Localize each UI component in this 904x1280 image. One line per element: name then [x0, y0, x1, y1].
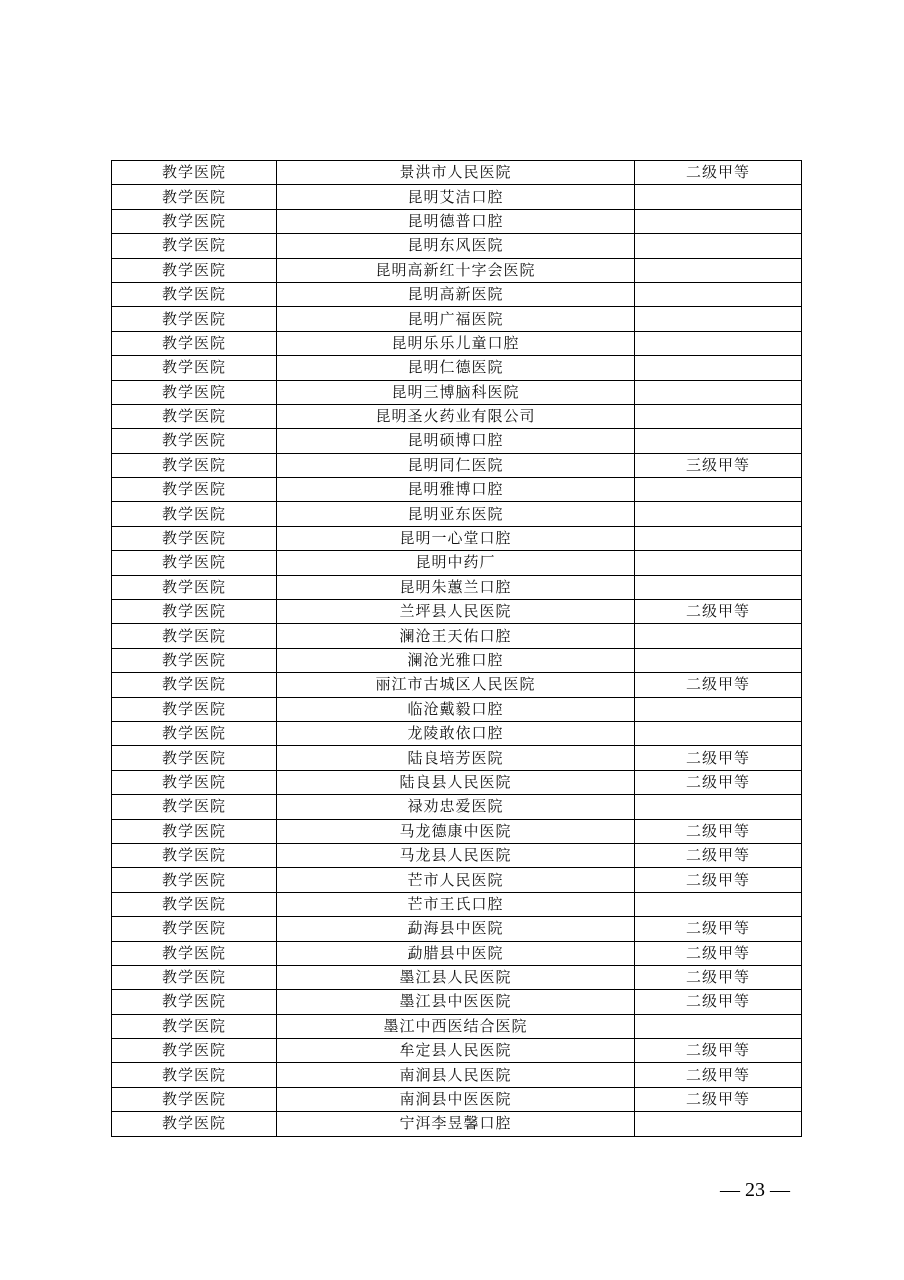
hospital-grade-cell: 二级甲等: [635, 965, 802, 989]
hospital-name-cell: 芒市人民医院: [277, 868, 635, 892]
hospital-name-cell: 南涧县人民医院: [277, 1063, 635, 1087]
hospital-type-cell: 教学医院: [112, 1014, 277, 1038]
hospital-type-cell: 教学医院: [112, 356, 277, 380]
hospital-grade-cell: 二级甲等: [635, 843, 802, 867]
table-row: [112, 380, 802, 404]
table-row: [112, 1063, 802, 1087]
hospital-name-cell: 宁洱李昱馨口腔: [277, 1112, 635, 1136]
table-row: [112, 1039, 802, 1063]
hospital-type-cell: 教学医院: [112, 380, 277, 404]
hospital-grade-cell: [635, 209, 802, 233]
hospital-name-cell: 禄劝忠爱医院: [277, 795, 635, 819]
hospital-type-cell: 教学医院: [112, 868, 277, 892]
hospital-name-cell: 昆明东风医院: [277, 234, 635, 258]
hospital-type-cell: 教学医院: [112, 161, 277, 185]
table-row: [112, 1014, 802, 1038]
hospital-grade-cell: [635, 795, 802, 819]
hospital-name-cell: 牟定县人民医院: [277, 1039, 635, 1063]
hospital-grade-cell: 二级甲等: [635, 1039, 802, 1063]
hospital-grade-cell: [635, 331, 802, 355]
hospital-type-cell: 教学医院: [112, 819, 277, 843]
hospital-name-cell: 临沧戴毅口腔: [277, 697, 635, 721]
table-row: [112, 161, 802, 185]
hospital-name-cell: 昆明圣火药业有限公司: [277, 404, 635, 428]
hospital-grade-cell: [635, 697, 802, 721]
table-row: [112, 209, 802, 233]
hospital-name-cell: 昆明仁德医院: [277, 356, 635, 380]
hospital-name-cell: 昆明三博脑科医院: [277, 380, 635, 404]
table-row: [112, 697, 802, 721]
hospital-name-cell: 昆明艾洁口腔: [277, 185, 635, 209]
hospital-name-cell: 墨江县中医医院: [277, 990, 635, 1014]
table-row: [112, 892, 802, 916]
hospital-type-cell: 教学医院: [112, 307, 277, 331]
table-row: [112, 941, 802, 965]
hospital-type-cell: 教学医院: [112, 795, 277, 819]
hospital-table-body: [112, 161, 802, 1137]
table-row: [112, 868, 802, 892]
hospital-grade-cell: 二级甲等: [635, 1087, 802, 1111]
table-row: [112, 453, 802, 477]
hospital-type-cell: 教学医院: [112, 258, 277, 282]
hospital-type-cell: 教学医院: [112, 185, 277, 209]
table-row: [112, 721, 802, 745]
hospital-name-cell: 昆明一心堂口腔: [277, 526, 635, 550]
hospital-type-cell: 教学医院: [112, 843, 277, 867]
table-row: [112, 819, 802, 843]
hospital-grade-cell: [635, 502, 802, 526]
hospital-name-cell: 墨江中西医结合医院: [277, 1014, 635, 1038]
table-row: [112, 356, 802, 380]
hospital-name-cell: 昆明高新红十字会医院: [277, 258, 635, 282]
hospital-name-cell: 兰坪县人民医院: [277, 600, 635, 624]
hospital-grade-cell: 二级甲等: [635, 746, 802, 770]
hospital-name-cell: 龙陵敢依口腔: [277, 721, 635, 745]
table-row: [112, 526, 802, 550]
hospital-name-cell: 昆明亚东医院: [277, 502, 635, 526]
hospital-name-cell: 昆明中药厂: [277, 551, 635, 575]
hospital-type-cell: 教学医院: [112, 1063, 277, 1087]
hospital-table: [111, 160, 802, 1137]
hospital-type-cell: 教学医院: [112, 892, 277, 916]
hospital-name-cell: 丽江市古城区人民医院: [277, 673, 635, 697]
hospital-type-cell: 教学医院: [112, 575, 277, 599]
hospital-grade-cell: [635, 575, 802, 599]
hospital-type-cell: 教学医院: [112, 282, 277, 306]
hospital-name-cell: 陆良县人民医院: [277, 770, 635, 794]
table-row: [112, 600, 802, 624]
hospital-grade-cell: [635, 892, 802, 916]
hospital-grade-cell: [635, 356, 802, 380]
hospital-grade-cell: 二级甲等: [635, 990, 802, 1014]
hospital-grade-cell: [635, 380, 802, 404]
table-row: [112, 795, 802, 819]
hospital-grade-cell: 二级甲等: [635, 161, 802, 185]
hospital-grade-cell: 二级甲等: [635, 600, 802, 624]
hospital-grade-cell: [635, 1014, 802, 1038]
hospital-type-cell: 教学医院: [112, 478, 277, 502]
table-row: [112, 648, 802, 672]
hospital-name-cell: 昆明高新医院: [277, 282, 635, 306]
hospital-name-cell: 昆明广福医院: [277, 307, 635, 331]
table-row: [112, 478, 802, 502]
hospital-type-cell: 教学医院: [112, 990, 277, 1014]
table-row: [112, 770, 802, 794]
table-row: [112, 404, 802, 428]
hospital-type-cell: 教学医院: [112, 453, 277, 477]
table-row: [112, 1112, 802, 1136]
table-row: [112, 843, 802, 867]
table-row: [112, 307, 802, 331]
hospital-name-cell: 昆明同仁医院: [277, 453, 635, 477]
hospital-name-cell: 南涧县中医医院: [277, 1087, 635, 1111]
hospital-type-cell: 教学医院: [112, 1087, 277, 1111]
table-row: [112, 965, 802, 989]
hospital-grade-cell: [635, 624, 802, 648]
hospital-grade-cell: 二级甲等: [635, 917, 802, 941]
table-row: [112, 551, 802, 575]
hospital-grade-cell: [635, 258, 802, 282]
hospital-name-cell: 景洪市人民医院: [277, 161, 635, 185]
hospital-table-container: [111, 160, 801, 1137]
hospital-grade-cell: [635, 429, 802, 453]
hospital-type-cell: 教学医院: [112, 746, 277, 770]
hospital-type-cell: 教学医院: [112, 502, 277, 526]
hospital-grade-cell: 三级甲等: [635, 453, 802, 477]
hospital-grade-cell: [635, 551, 802, 575]
hospital-type-cell: 教学医院: [112, 917, 277, 941]
hospital-grade-cell: [635, 404, 802, 428]
table-row: [112, 990, 802, 1014]
table-row: [112, 502, 802, 526]
hospital-name-cell: 昆明乐乐儿童口腔: [277, 331, 635, 355]
hospital-name-cell: 昆明朱蕙兰口腔: [277, 575, 635, 599]
table-row: [112, 331, 802, 355]
hospital-type-cell: 教学医院: [112, 697, 277, 721]
hospital-name-cell: 澜沧王天佑口腔: [277, 624, 635, 648]
hospital-type-cell: 教学医院: [112, 331, 277, 355]
hospital-type-cell: 教学医院: [112, 648, 277, 672]
hospital-grade-cell: 二级甲等: [635, 941, 802, 965]
hospital-type-cell: 教学医院: [112, 624, 277, 648]
hospital-grade-cell: 二级甲等: [635, 1063, 802, 1087]
table-row: [112, 258, 802, 282]
hospital-type-cell: 教学医院: [112, 429, 277, 453]
hospital-type-cell: 教学医院: [112, 551, 277, 575]
hospital-grade-cell: [635, 721, 802, 745]
table-row: [112, 429, 802, 453]
page-number: — 23 —: [720, 1179, 790, 1201]
table-row: [112, 624, 802, 648]
hospital-name-cell: 昆明硕博口腔: [277, 429, 635, 453]
hospital-name-cell: 马龙德康中医院: [277, 819, 635, 843]
table-row: [112, 282, 802, 306]
hospital-grade-cell: [635, 648, 802, 672]
hospital-type-cell: 教学医院: [112, 721, 277, 745]
hospital-grade-cell: [635, 526, 802, 550]
hospital-type-cell: 教学医院: [112, 941, 277, 965]
hospital-type-cell: 教学医院: [112, 404, 277, 428]
hospital-grade-cell: 二级甲等: [635, 673, 802, 697]
hospital-grade-cell: [635, 1112, 802, 1136]
hospital-type-cell: 教学医院: [112, 234, 277, 258]
hospital-name-cell: 勐腊县中医院: [277, 941, 635, 965]
hospital-grade-cell: [635, 234, 802, 258]
table-row: [112, 673, 802, 697]
table-row: [112, 575, 802, 599]
hospital-type-cell: 教学医院: [112, 965, 277, 989]
hospital-type-cell: 教学医院: [112, 673, 277, 697]
hospital-type-cell: 教学医院: [112, 209, 277, 233]
hospital-name-cell: 墨江县人民医院: [277, 965, 635, 989]
table-row: [112, 1087, 802, 1111]
table-row: [112, 917, 802, 941]
hospital-grade-cell: [635, 282, 802, 306]
hospital-grade-cell: 二级甲等: [635, 868, 802, 892]
hospital-type-cell: 教学医院: [112, 770, 277, 794]
hospital-grade-cell: 二级甲等: [635, 819, 802, 843]
hospital-name-cell: 陆良培芳医院: [277, 746, 635, 770]
hospital-type-cell: 教学医院: [112, 526, 277, 550]
hospital-grade-cell: [635, 185, 802, 209]
hospital-name-cell: 勐海县中医院: [277, 917, 635, 941]
hospital-type-cell: 教学医院: [112, 600, 277, 624]
hospital-name-cell: 昆明德普口腔: [277, 209, 635, 233]
hospital-grade-cell: [635, 478, 802, 502]
hospital-grade-cell: 二级甲等: [635, 770, 802, 794]
table-row: [112, 746, 802, 770]
hospital-name-cell: 芒市王氏口腔: [277, 892, 635, 916]
hospital-name-cell: 马龙县人民医院: [277, 843, 635, 867]
table-row: [112, 234, 802, 258]
hospital-type-cell: 教学医院: [112, 1112, 277, 1136]
table-row: [112, 185, 802, 209]
hospital-name-cell: 澜沧光雅口腔: [277, 648, 635, 672]
hospital-type-cell: 教学医院: [112, 1039, 277, 1063]
hospital-grade-cell: [635, 307, 802, 331]
hospital-name-cell: 昆明雅博口腔: [277, 478, 635, 502]
